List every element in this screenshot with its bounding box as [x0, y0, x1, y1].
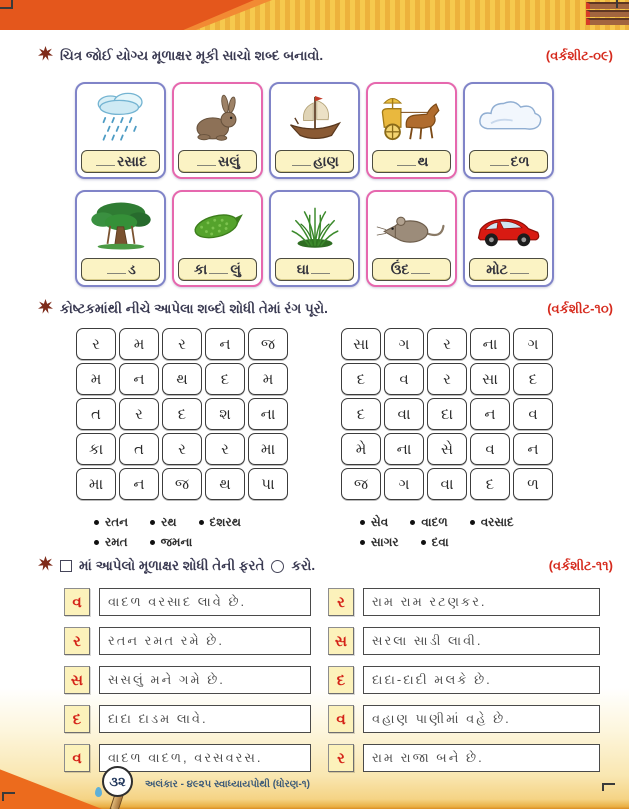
sentence-box[interactable]: રામ રામ રટણકર.	[363, 588, 600, 616]
list-item: દશરથ	[199, 515, 241, 530]
wordsearch-cell[interactable]: ના	[470, 328, 510, 360]
fill-blank[interactable]	[96, 157, 115, 166]
banyan-tree-icon	[77, 192, 164, 258]
crop-mark-bottom-right	[602, 783, 615, 791]
word-list-left	[94, 512, 263, 552]
wordsearch-cell[interactable]: ર	[76, 328, 116, 360]
word-box	[81, 258, 160, 281]
square-glyph-icon	[60, 560, 72, 572]
chariot-icon	[368, 84, 455, 150]
car-icon	[465, 192, 552, 258]
word-box	[372, 150, 451, 173]
wordsearch-cell[interactable]: ર	[162, 328, 202, 360]
picture-card-tree	[75, 190, 166, 287]
bitter-gourd-icon	[174, 192, 261, 258]
word-box	[81, 150, 160, 173]
wordsearch-cell[interactable]: દ	[513, 363, 553, 395]
wordsearch-cell[interactable]: કા	[76, 433, 116, 465]
circle-glyph-icon	[271, 560, 284, 573]
wordsearch-cell[interactable]: જ	[341, 468, 381, 500]
word-list-row	[360, 512, 536, 532]
sentence-box[interactable]: રતન રમત રમે છે.	[99, 627, 311, 655]
crop-mark-top-right	[616, 0, 618, 8]
wordsearch-cell[interactable]: દ	[341, 398, 381, 430]
worksheet-label-10: (વર્કશીટ-૧૦)	[547, 301, 613, 316]
key-letter-box: ર	[328, 744, 354, 772]
fill-blank[interactable]	[107, 265, 126, 274]
list-item: સેવ	[360, 515, 388, 530]
key-letter-box: વ	[64, 744, 90, 772]
picture-card-rabbit	[172, 82, 263, 179]
grass-icon	[271, 192, 358, 258]
star-icon	[38, 556, 53, 576]
wordsearch-cell[interactable]: શ	[205, 398, 245, 430]
picture-card-rain	[75, 82, 166, 179]
word-box	[372, 258, 451, 281]
sentence-row	[64, 627, 311, 655]
star-icon	[38, 46, 53, 66]
wordsearch-cell[interactable]: પા	[248, 468, 288, 500]
wordsearch-cell[interactable]: મ	[76, 363, 116, 395]
sentence-row	[328, 666, 600, 694]
wordsearch-cell[interactable]: મે	[341, 433, 381, 465]
fill-blank[interactable]	[197, 157, 216, 166]
wordsearch-grid-right	[341, 328, 553, 500]
wordsearch-cell[interactable]: થ	[205, 468, 245, 500]
word-part: ઉંદ	[390, 261, 410, 277]
list-item: વાદળ	[410, 515, 447, 530]
ship-icon	[271, 84, 358, 150]
sentence-row	[328, 588, 600, 616]
word-list-row	[360, 532, 536, 552]
wordsearch-cell[interactable]: ર	[427, 328, 467, 360]
word-part: કા	[194, 261, 208, 277]
fill-blank[interactable]	[397, 157, 416, 166]
fill-blank[interactable]	[490, 157, 509, 166]
word-list-row	[94, 512, 263, 532]
section2-header	[38, 299, 613, 319]
wordsearch-cell[interactable]: જ	[248, 328, 288, 360]
sentence-box[interactable]: વાદળ વાદળ, વરસવરસ.	[99, 744, 311, 772]
fill-blank[interactable]	[411, 265, 430, 274]
key-letter-box: વ	[64, 588, 90, 616]
picture-card-chariot	[366, 82, 457, 179]
sentence-row	[64, 588, 311, 616]
word-part: સલું	[218, 153, 240, 169]
crop-mark-top-left	[0, 0, 13, 9]
sentence-row	[328, 705, 600, 733]
picture-card-car	[463, 190, 554, 287]
books-icon	[586, 2, 629, 26]
word-list-right	[360, 512, 536, 552]
list-item: રતન	[94, 515, 128, 530]
sentence-row	[64, 705, 311, 733]
wordsearch-cell[interactable]: મા	[248, 433, 288, 465]
wordsearch-cell[interactable]: ન	[513, 433, 553, 465]
sentence-box[interactable]: દાદા-દાદી મલકે છે.	[363, 666, 600, 694]
wordsearch-cell[interactable]: ગ	[384, 468, 424, 500]
book-bar	[586, 2, 629, 9]
list-item: રમત	[94, 535, 128, 550]
wordsearch-grid-left	[76, 328, 288, 500]
wordsearch-cell[interactable]: દ	[205, 363, 245, 395]
word-part: રસાદ	[117, 153, 147, 169]
key-letter-box: ર	[64, 627, 90, 655]
wordsearch-cell[interactable]: ર	[205, 433, 245, 465]
list-item: જમના	[150, 535, 193, 550]
wordsearch-cell[interactable]: ર	[427, 363, 467, 395]
word-part: ઘા	[296, 261, 310, 277]
picture-card-bitter-gourd	[172, 190, 263, 287]
bullet-icon	[150, 520, 155, 525]
page-number-badge: ૩૨	[102, 766, 133, 797]
worksheet-label-11: (વર્કશીટ-૧૧)	[548, 558, 613, 573]
sentence-row	[64, 666, 311, 694]
section2-title: કોષ્ટકમાંથી નીચે આપેલા શબ્દો શોધી તેમાં રંગ પૂરો.	[60, 301, 328, 316]
sentence-box[interactable]: વાદળ વરસાદ લાવે છે.	[99, 588, 311, 616]
mouse-icon	[368, 192, 455, 258]
wordsearch-cell[interactable]: સે	[427, 433, 467, 465]
top-decorative-bar	[0, 0, 629, 30]
wordsearch-cell[interactable]: મા	[76, 468, 116, 500]
wordsearch-cell[interactable]: ળ	[513, 468, 553, 500]
wordsearch-cell[interactable]: ના	[248, 398, 288, 430]
rabbit-icon	[174, 84, 261, 150]
wordsearch-cell[interactable]: દા	[427, 398, 467, 430]
sentence-row	[328, 627, 600, 655]
key-letter-box: દ	[64, 705, 90, 733]
wordsearch-cell[interactable]: સા	[470, 363, 510, 395]
picture-card-grass	[269, 190, 360, 287]
wordsearch-cell[interactable]: ન	[119, 363, 159, 395]
sentence-box[interactable]: દાદા દાડમ લાવે.	[99, 705, 311, 733]
sentence-box[interactable]: સરલા સાડી લાવી.	[363, 627, 600, 655]
picture-card-mouse	[366, 190, 457, 287]
wordsearch-cell[interactable]: ન	[119, 468, 159, 500]
picture-cards	[75, 82, 554, 287]
picture-card-ship	[269, 82, 360, 179]
word-part: દળ	[510, 153, 530, 169]
word-box	[178, 150, 257, 173]
word-list-row	[94, 532, 263, 552]
sentence-box[interactable]: વહાણ પાણીમાં વહે છે.	[363, 705, 600, 733]
word-part: ડ	[128, 261, 136, 277]
wordsearch-cell[interactable]: ગ	[513, 328, 553, 360]
word-box	[469, 258, 548, 281]
star-icon	[38, 299, 53, 319]
sentence-row	[64, 744, 311, 772]
bullet-icon	[94, 520, 99, 525]
footer-credit: અલંકાર - ૪૯૨૫ સ્વાધ્યાયપોથી (ધોરણ-૧)	[145, 779, 311, 790]
bullet-icon	[410, 520, 415, 525]
wordsearch-cell[interactable]: દ	[470, 468, 510, 500]
section1-title: ચિત્ર જોઈ યોગ્ય મૂળાક્ષર મૂકી સાચો શબ્દ બનાવો.	[60, 48, 324, 63]
sentence-box[interactable]: રામ રાજા બને છે.	[363, 744, 600, 772]
crop-mark-bottom-left	[2, 792, 15, 801]
word-part: લું	[230, 261, 241, 277]
wordsearch-cell[interactable]: ત	[119, 433, 159, 465]
wordsearch-cell[interactable]: ના	[384, 433, 424, 465]
wordsearch-cell[interactable]: વ	[384, 363, 424, 395]
section1-header	[38, 46, 613, 66]
water-drop-icon	[95, 787, 102, 797]
wordsearch-cell[interactable]: ન	[205, 328, 245, 360]
word-box	[469, 150, 548, 173]
section3-title-end: કરો.	[291, 558, 316, 573]
section3-title: માં આપેલો મૂળાક્ષર શોધી તેની ફરતે	[79, 558, 265, 573]
key-letter-box: ર	[328, 588, 354, 616]
bullet-icon	[421, 540, 426, 545]
word-part: હાણ	[313, 153, 339, 169]
key-letter-box: સ	[328, 627, 354, 655]
list-item: વરસાદ	[470, 515, 514, 530]
wordsearch-cell[interactable]: મ	[248, 363, 288, 395]
bullet-icon	[199, 520, 204, 525]
fill-blank[interactable]	[510, 265, 529, 274]
sentence-box[interactable]: સસલું મને ગમે છે.	[99, 666, 311, 694]
fill-blank[interactable]	[292, 157, 311, 166]
bullet-icon	[470, 520, 475, 525]
wordsearch-cell[interactable]: ર	[119, 398, 159, 430]
rain-cloud-icon	[77, 84, 164, 150]
list-item: રથ	[150, 515, 176, 530]
bullet-icon	[150, 540, 155, 545]
wordsearch-cell[interactable]: દ	[162, 398, 202, 430]
worksheet-label-09: (વર્કશીટ-૦૯)	[545, 48, 613, 63]
bullet-icon	[94, 540, 99, 545]
word-part: મોટ	[486, 261, 508, 277]
book-bar	[586, 18, 629, 25]
wordsearch-cell[interactable]: દ	[341, 363, 381, 395]
book-bar	[586, 10, 629, 17]
wordsearch-cell[interactable]: વા	[384, 398, 424, 430]
fill-blank[interactable]	[311, 265, 330, 274]
list-item: દવા	[421, 535, 449, 550]
wordsearch-cell[interactable]: વ	[513, 398, 553, 430]
wordsearch-cell[interactable]: સા	[341, 328, 381, 360]
wordsearch-cell[interactable]: ન	[470, 398, 510, 430]
word-part: થ	[417, 153, 429, 169]
wordsearch-cell[interactable]: ર	[162, 433, 202, 465]
section3-header	[38, 556, 613, 576]
cloud-icon	[465, 84, 552, 150]
wordsearch-cell[interactable]: ત	[76, 398, 116, 430]
word-box	[275, 258, 354, 281]
key-letter-box: સ	[64, 666, 90, 694]
key-letter-box: દ	[328, 666, 354, 694]
word-box	[275, 150, 354, 173]
list-item: સાગર	[360, 535, 399, 550]
wordsearch-cell[interactable]: વા	[427, 468, 467, 500]
sentence-row	[328, 744, 600, 772]
key-letter-box: વ	[328, 705, 354, 733]
picture-card-cloud	[463, 82, 554, 179]
wordsearch-cell[interactable]: થ	[162, 363, 202, 395]
fill-blank[interactable]	[209, 265, 228, 274]
word-box	[178, 258, 257, 281]
wordsearch-cell[interactable]: ગ	[384, 328, 424, 360]
wordsearch-cell[interactable]: મ	[119, 328, 159, 360]
wordsearch-cell[interactable]: જ	[162, 468, 202, 500]
bullet-icon	[360, 540, 365, 545]
wordsearch-cell[interactable]: વ	[470, 433, 510, 465]
bullet-icon	[360, 520, 365, 525]
